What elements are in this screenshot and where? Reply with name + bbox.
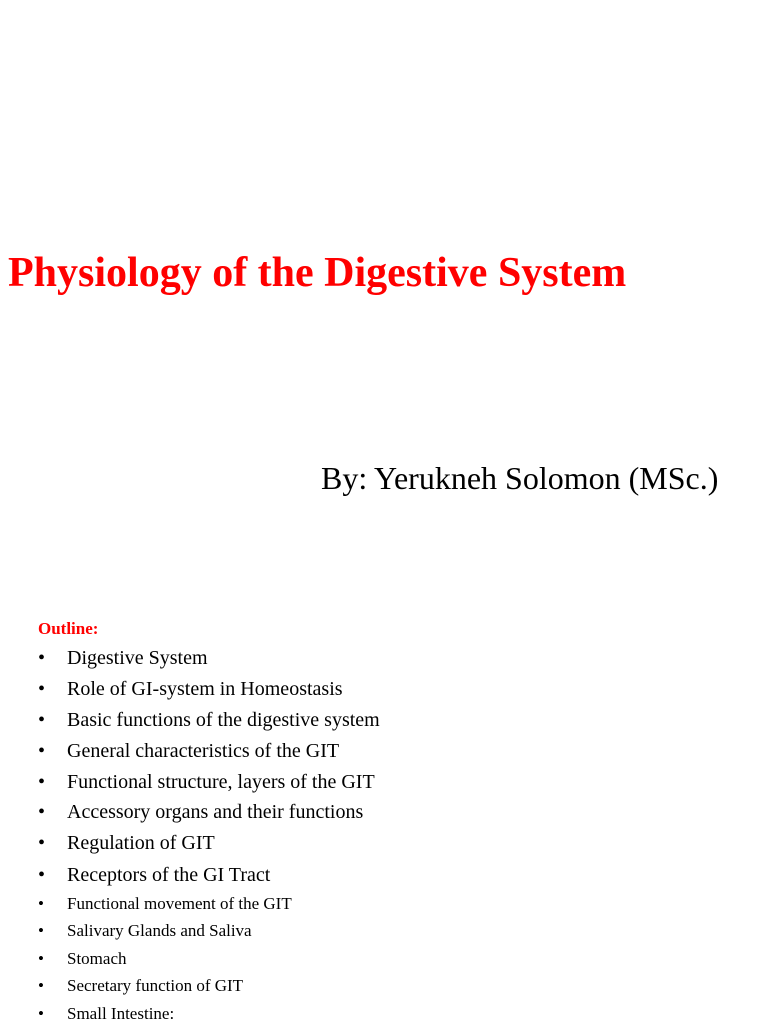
outline-item-text: General characteristics of the GIT: [67, 740, 340, 762]
bullet-icon: •: [38, 709, 46, 731]
outline-heading: Outline:: [38, 619, 99, 638]
bullet-icon: •: [38, 832, 46, 854]
outline-item-text: Functional structure, layers of the GIT: [67, 771, 375, 793]
bullet-icon: •: [38, 949, 44, 968]
bullet-icon: •: [38, 740, 46, 762]
bullet-icon: •: [38, 976, 44, 995]
outline-item-text: Small Intestine:: [67, 1004, 175, 1023]
bullet-icon: •: [38, 678, 46, 700]
slide-title: Physiology of the Digestive System: [8, 250, 627, 296]
outline-item-text: Digestive System: [67, 647, 208, 669]
outline-item-text: Accessory organs and their functions: [67, 801, 364, 823]
bullet-icon: •: [38, 647, 46, 669]
bullet-icon: •: [38, 1004, 44, 1023]
bullet-icon: •: [38, 771, 46, 793]
outline-item-text: Role of GI-system in Homeostasis: [67, 678, 343, 700]
outline-item-text: Regulation of GIT: [67, 832, 215, 854]
bullet-icon: •: [38, 921, 44, 940]
outline-item-text: Functional movement of the GIT: [67, 894, 292, 913]
author-line: By: Yerukneh Solomon (MSc.): [321, 460, 719, 496]
bullet-icon: •: [38, 864, 46, 886]
bullet-icon: •: [38, 894, 44, 913]
outline-item-text: Salivary Glands and Saliva: [67, 921, 252, 940]
outline-item-text: Receptors of the GI Tract: [67, 864, 271, 886]
bullet-icon: •: [38, 801, 46, 823]
outline-item-text: Stomach: [67, 949, 127, 968]
outline-item-text: Basic functions of the digestive system: [67, 709, 380, 731]
outline-item-text: Secretary function of GIT: [67, 976, 244, 995]
